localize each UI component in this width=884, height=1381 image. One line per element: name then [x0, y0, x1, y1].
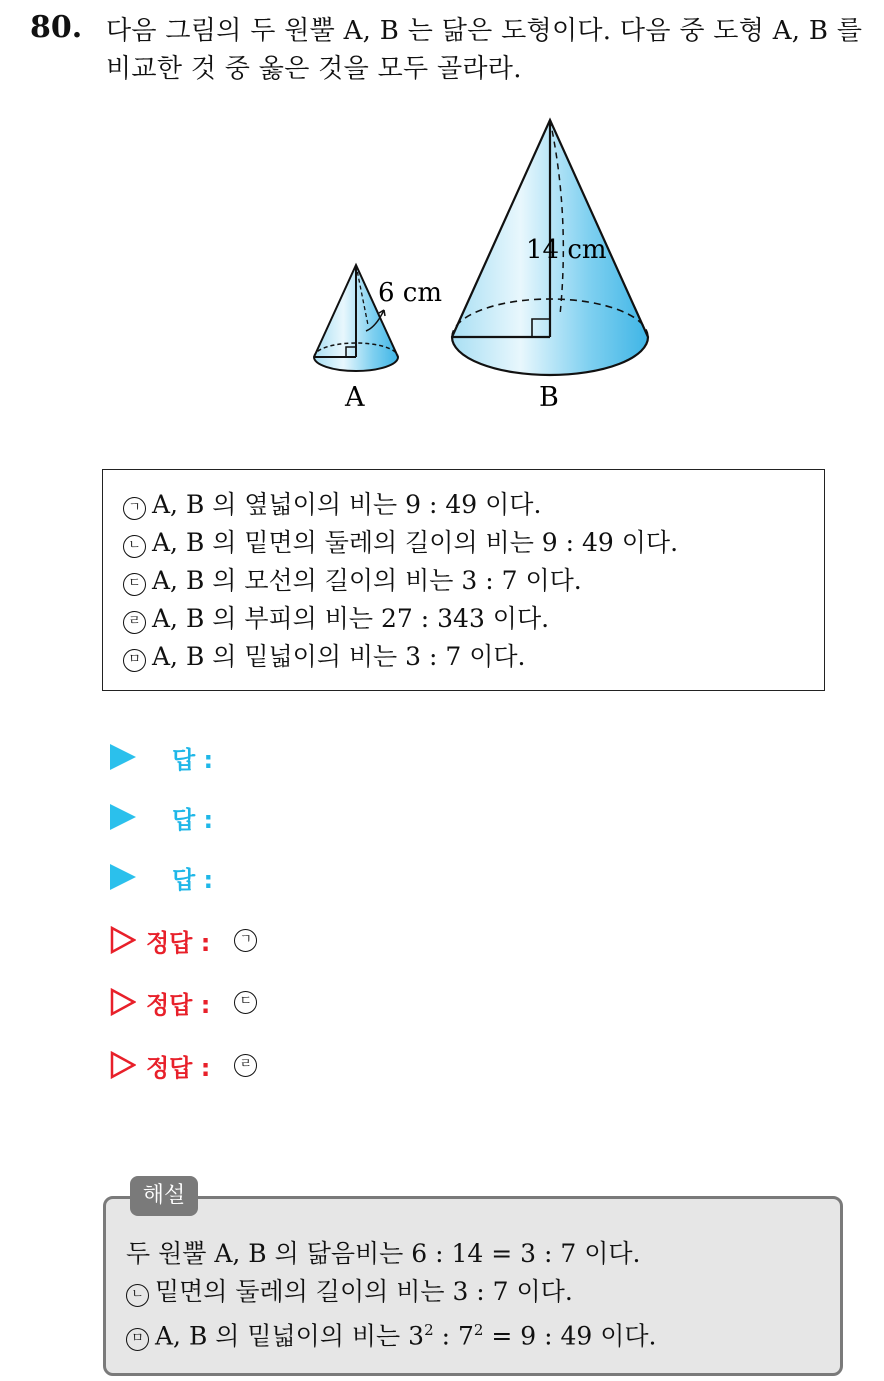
correct-row-3 — [110, 1045, 263, 1085]
correct-answer-1: ㄱ — [234, 929, 257, 952]
choice-5-text: A, B 의 밑넓이의 비는 3 : 7 이다. — [152, 642, 526, 671]
explanation-line-2-text: 밑면의 둘레의 길이의 비는 3 : 7 이다. — [155, 1277, 573, 1306]
choice-2 — [123, 524, 824, 562]
choice-3-text: A, B 의 모선의 길이의 비는 3 : 7 이다. — [152, 566, 582, 595]
question-text: 다음 그림의 두 원뿔 A, B 는 닮은 도형이다. 다음 중 도형 A, B 를 비교한 것 중 옳은 것을 모두 골라라. — [106, 16, 863, 84]
cone-b-label: B — [539, 382, 559, 413]
answer-row-1 — [110, 737, 213, 777]
correct-row-1 — [110, 920, 263, 960]
choice-2-mark: ㄴ — [123, 535, 146, 558]
answer-label: 답 : — [172, 805, 214, 834]
question-number: 80. — [30, 10, 83, 45]
correct-row-2 — [110, 982, 263, 1022]
explanation-line-3-mid: : 7 — [433, 1321, 474, 1351]
choice-2-text: A, B 의 밑면의 둘레의 길이의 비는 9 : 49 이다. — [152, 528, 679, 557]
explanation-box — [103, 1196, 843, 1376]
outline-arrow-icon — [110, 1051, 136, 1079]
explanation-line-3 — [126, 1311, 840, 1355]
choice-4 — [123, 600, 824, 638]
explanation-line-3-mark: ㅁ — [126, 1328, 149, 1351]
explanation-tag: 해설 — [130, 1176, 198, 1216]
height-b-label: 14 cm — [526, 235, 607, 265]
choice-4-text: A, B 의 부피의 비는 27 : 343 이다. — [152, 604, 550, 633]
play-arrow-icon — [110, 864, 136, 890]
play-arrow-icon — [110, 804, 136, 830]
answer-label: 답 : — [172, 745, 214, 774]
answer-row-2 — [110, 797, 213, 837]
choices-box — [102, 469, 825, 691]
correct-label: 정답 : — [146, 1053, 211, 1082]
outline-arrow-icon — [110, 988, 136, 1016]
height-a-label: 6 cm — [378, 278, 443, 308]
outline-arrow-icon — [110, 926, 136, 954]
choice-3-mark: ㄷ — [123, 573, 146, 596]
answer-row-3 — [110, 857, 213, 897]
choice-1-text: A, B 의 옆넓이의 비는 9 : 49 이다. — [152, 490, 542, 519]
choice-3 — [123, 562, 824, 600]
choice-1-mark: ㄱ — [123, 497, 146, 520]
choice-1 — [123, 486, 824, 524]
explanation-line-3-pre: A, B 의 밑넓이의 비는 3 — [155, 1321, 425, 1351]
correct-answer-3: ㄹ — [234, 1054, 257, 1077]
explanation-line-2-mark: ㄴ — [126, 1284, 149, 1307]
exponent-1: 2 — [424, 1321, 434, 1339]
correct-label: 정답 : — [146, 928, 211, 957]
choice-5 — [123, 638, 824, 676]
choice-5-mark: ㅁ — [123, 649, 146, 672]
explanation-line-2 — [126, 1273, 840, 1311]
correct-answer-2: ㄷ — [234, 991, 257, 1014]
exponent-2: 2 — [473, 1321, 484, 1339]
choice-4-mark: ㄹ — [123, 611, 146, 634]
explanation-line-3-post: = 9 : 49 이다. — [483, 1321, 657, 1351]
play-arrow-icon — [110, 744, 136, 770]
cones-figure — [290, 105, 670, 425]
explanation-line-1: 두 원뿔 A, B 의 닮음비는 6 : 14 = 3 : 7 이다. — [126, 1239, 641, 1268]
cone-a-label: A — [345, 382, 365, 413]
correct-label: 정답 : — [146, 990, 211, 1019]
answer-label: 답 : — [172, 865, 214, 894]
